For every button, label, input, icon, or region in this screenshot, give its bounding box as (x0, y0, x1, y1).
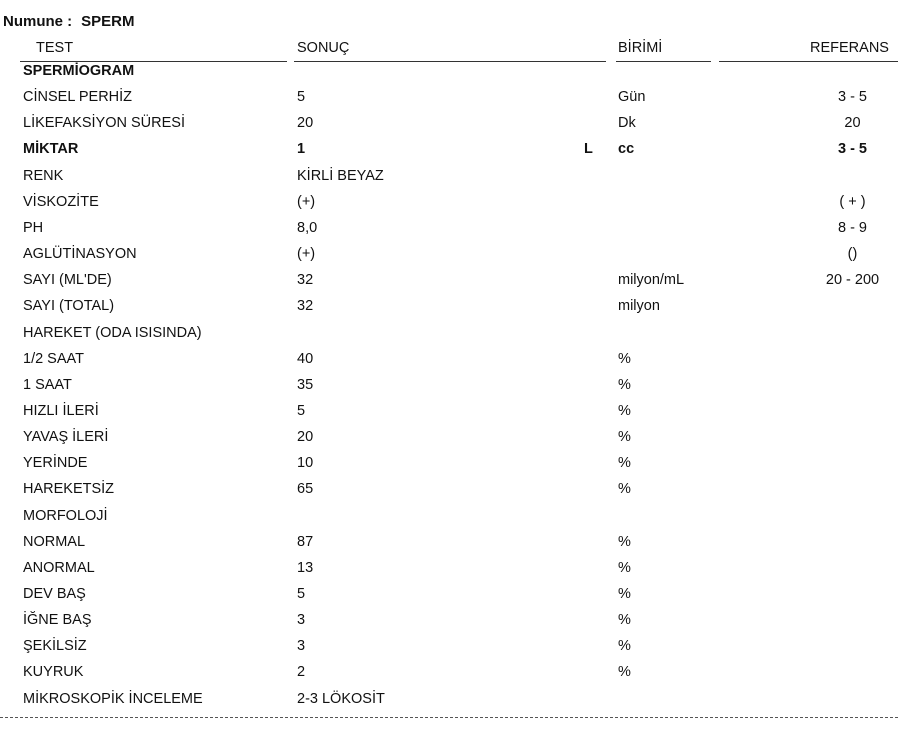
table-row (0, 586, 898, 612)
unit-value: Dk (618, 115, 636, 132)
header-divider (294, 61, 606, 62)
unit-value: milyon/mL (618, 272, 685, 289)
test-name: SPERMİOGRAM (23, 63, 135, 79)
unit-value: % (618, 664, 631, 681)
result-value: 13 (297, 559, 314, 576)
unit-value: % (618, 481, 631, 498)
test-name: MORFOLOJİ (23, 507, 108, 524)
reference-range: ( + ) (839, 193, 866, 210)
test-name: SAYI (ML'DE) (23, 272, 112, 289)
test-name: ŞEKİLSİZ (23, 638, 87, 655)
result-value: 1 (297, 141, 306, 158)
reference-range: 3 - 5 (837, 89, 867, 106)
result-value: KİRLİ BEYAZ (297, 167, 384, 184)
header-result: SONUÇ (297, 40, 350, 56)
table-row (0, 508, 898, 534)
test-name: SAYI (TOTAL) (23, 298, 115, 315)
sample-label: Numune : (3, 13, 73, 30)
test-name: PH (23, 219, 44, 236)
test-name: HAREKET (ODA ISISINDA) (23, 324, 202, 341)
table-row (0, 246, 898, 272)
result-value: 2-3 LÖKOSİT (297, 690, 385, 707)
result-value: 5 (297, 586, 306, 602)
table-row (0, 63, 898, 89)
unit-value: % (618, 586, 631, 602)
result-value: 10 (297, 455, 314, 472)
test-name: RENK (23, 167, 64, 184)
table-row (0, 351, 898, 377)
result-value: 65 (297, 481, 314, 498)
test-name: CİNSEL PERHİZ (23, 89, 133, 106)
result-value: 3 (297, 612, 306, 629)
table-row (0, 534, 898, 560)
result-value: 5 (297, 402, 306, 419)
header-test: TEST (36, 40, 74, 56)
result-value: (+) (297, 246, 316, 263)
test-name: LİKEFAKSİYON SÜRESİ (23, 115, 185, 132)
reference-range: () (847, 246, 858, 263)
unit-value: % (618, 376, 631, 393)
sample-title (3, 13, 135, 30)
table-row (0, 141, 898, 167)
unit-value: % (618, 402, 631, 419)
test-name: İĞNE BAŞ (23, 612, 92, 629)
unit-value: % (618, 429, 631, 446)
test-name: MİKROSKOPİK İNCELEME (23, 690, 203, 707)
result-value: 40 (297, 350, 314, 367)
reference-range: 3 - 5 (837, 141, 867, 158)
result-value: 3 (297, 638, 306, 655)
unit-value: % (618, 455, 631, 472)
unit-value: % (618, 350, 631, 367)
test-name: 1 SAAT (23, 376, 72, 393)
table-row (0, 220, 898, 246)
header-unit: BİRİMİ (618, 40, 663, 56)
result-value: 8,0 (297, 219, 318, 236)
test-name: NORMAL (23, 533, 86, 550)
table-row (0, 168, 898, 194)
test-name: ANORMAL (23, 559, 95, 576)
result-value: 5 (297, 89, 306, 106)
table-row (0, 325, 898, 351)
table-row (0, 272, 898, 298)
unit-value: Gün (618, 89, 646, 106)
table-row (0, 89, 898, 115)
test-name: MİKTAR (23, 141, 79, 158)
reference-range: 8 - 9 (837, 219, 867, 236)
unit-value: cc (618, 141, 635, 158)
test-name: HAREKETSİZ (23, 481, 115, 498)
table-row (0, 455, 898, 481)
table-row (0, 115, 898, 141)
table-row (0, 377, 898, 403)
table-row (0, 194, 898, 220)
reference-range: 20 (844, 115, 861, 132)
table-row (0, 664, 898, 690)
test-name: YERİNDE (23, 455, 88, 472)
result-value: 20 (297, 115, 314, 132)
test-name: YAVAŞ İLERİ (23, 429, 109, 446)
header-reference: REFERANS (810, 40, 889, 56)
table-row (0, 691, 898, 717)
header-divider (20, 61, 287, 62)
unit-value: % (618, 559, 631, 576)
table-row (0, 429, 898, 455)
reference-range: 20 - 200 (825, 272, 880, 289)
table-row (0, 403, 898, 429)
table-row (0, 481, 898, 507)
header-divider (719, 61, 898, 62)
unit-value: % (618, 638, 631, 655)
unit-value: milyon (618, 298, 660, 315)
table-row (0, 612, 898, 638)
result-value: 87 (297, 533, 314, 550)
bottom-dotted-divider (0, 717, 898, 718)
test-name: DEV BAŞ (23, 586, 86, 602)
sample-value: SPERM (81, 13, 135, 30)
result-value: 32 (297, 298, 314, 315)
result-flag: L (584, 141, 593, 158)
unit-value: % (618, 533, 631, 550)
table-row (0, 638, 898, 664)
result-value: 32 (297, 272, 314, 289)
test-name: KUYRUK (23, 664, 84, 681)
test-name: 1/2 SAAT (23, 350, 84, 367)
result-value: 20 (297, 429, 314, 446)
header-divider (616, 61, 711, 62)
result-value: 2 (297, 664, 306, 681)
test-name: HIZLI İLERİ (23, 402, 99, 419)
table-row (0, 298, 898, 324)
result-value: (+) (297, 193, 316, 210)
test-name: VİSKOZİTE (23, 193, 99, 210)
table-row (0, 560, 898, 586)
test-name: AGLÜTİNASYON (23, 246, 137, 263)
result-value: 35 (297, 376, 314, 393)
unit-value: % (618, 612, 631, 629)
